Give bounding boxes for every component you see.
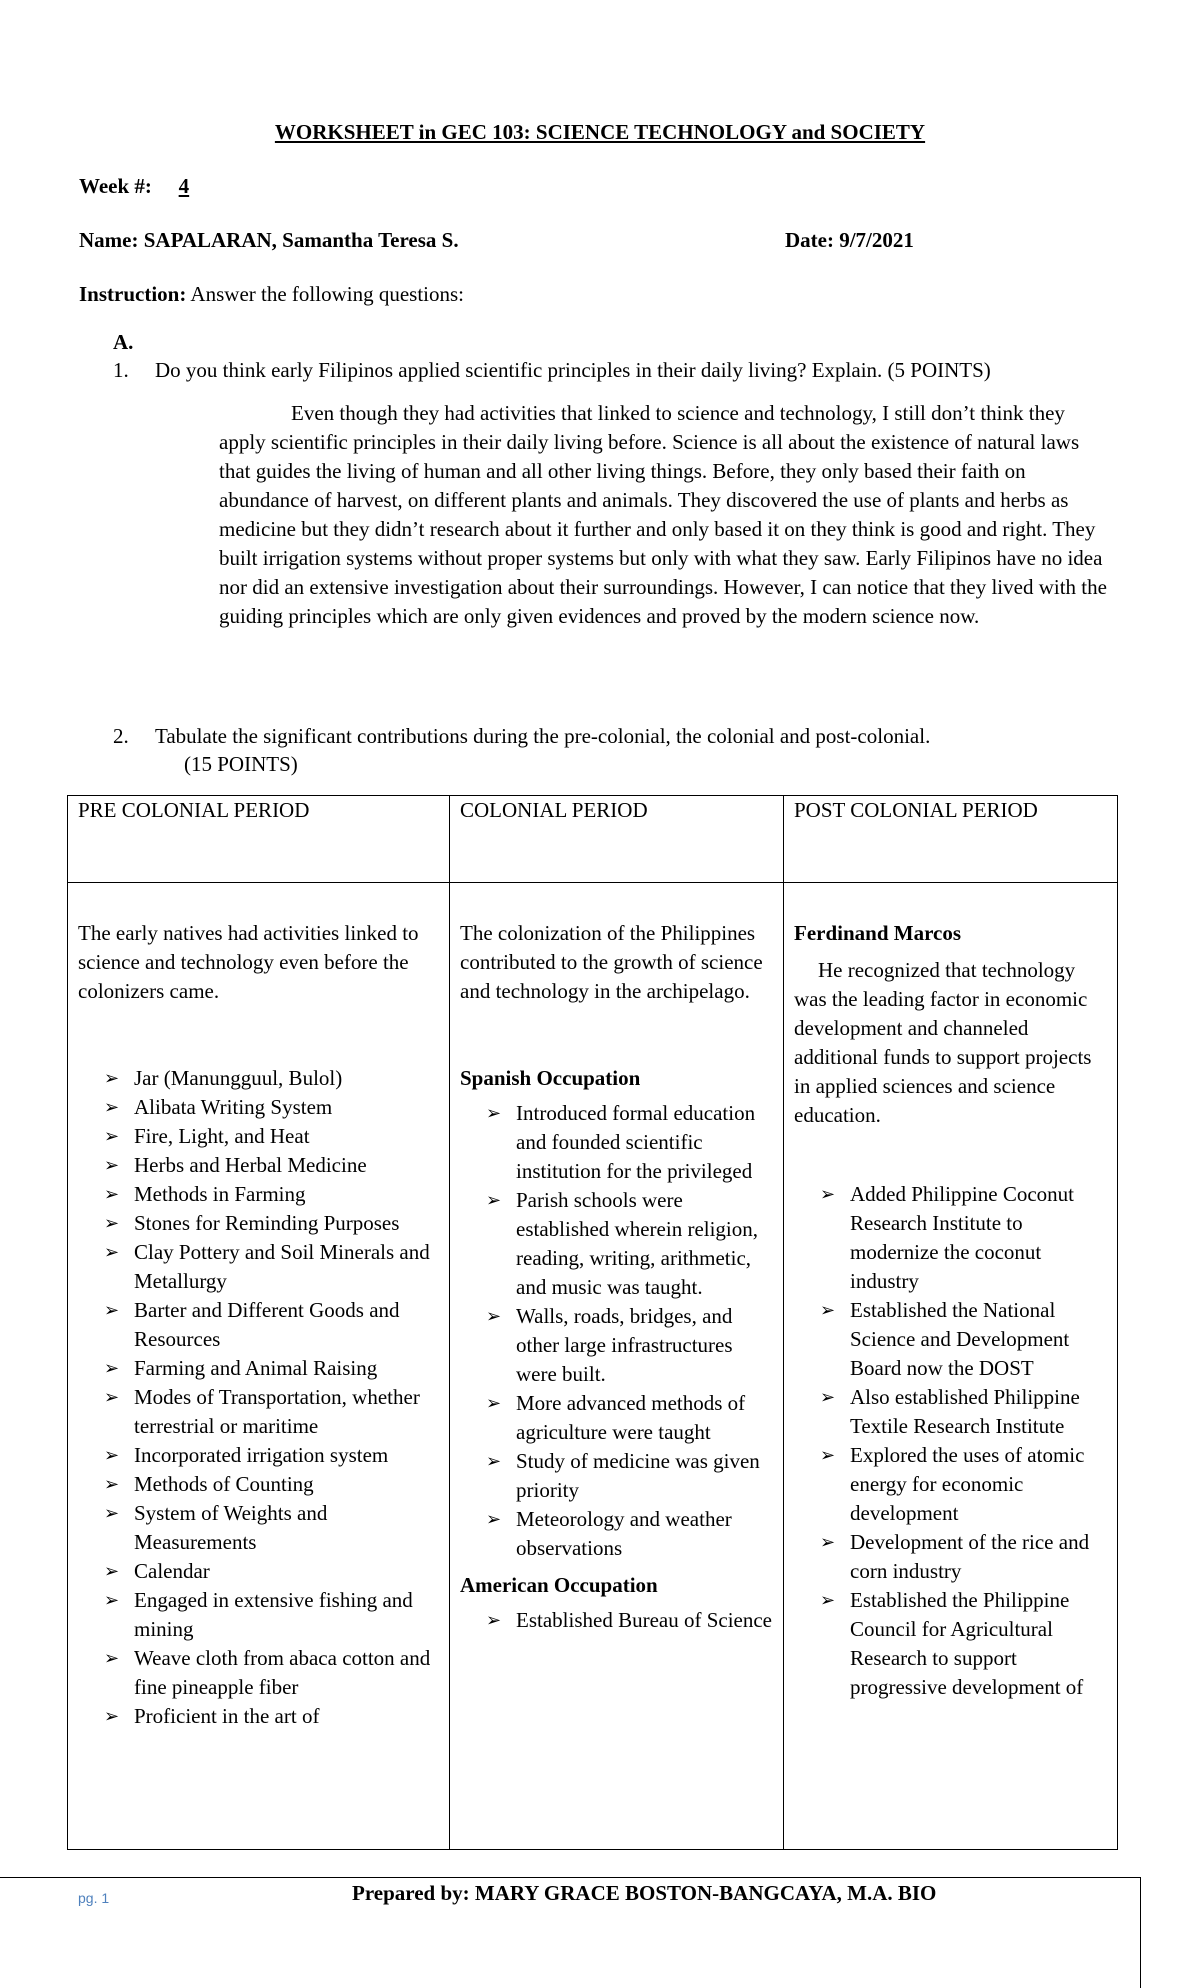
question-2-number: 2. [113,724,129,748]
list-item: ➢ Clay Pottery and Soil Minerals and Metallurgy [78,1238,439,1296]
question-1-number: 1. [113,358,129,382]
list-item: ➢ Added Philippine Coconut Research Institute to modernize the coconut industry [794,1180,1107,1296]
header-post-colonial: POST COLONIAL PERIOD [784,796,1118,883]
list-item: ➢ Methods in Farming [78,1180,439,1209]
question-2-text: Tabulate the significant contributions during the pre-colonial, the colonial and post-colonial. [155,724,931,748]
list-item: ➢ Meteorology and weather observations [460,1505,773,1563]
instruction-text: Answer the following questions: [186,282,464,306]
american-occupation-heading: American Occupation [460,1573,658,1597]
list-item: ➢ Weave cloth from abaca cotton and fine pineapple fiber [78,1644,439,1702]
pre-colonial-list [78,1064,439,1731]
list-item: ➢ Modes of Transportation, whether terrestrial or maritime [78,1383,439,1441]
list-item: ➢ More advanced methods of agriculture were taught [460,1389,773,1447]
question-1-text: Do you think early Filipinos applied scientific principles in their daily living? Explain. (5 POINTS) [155,358,991,382]
american-occupation-list [460,1606,773,1635]
spanish-occupation-list [460,1099,773,1563]
list-item: ➢ System of Weights and Measurements [78,1499,439,1557]
colonial-cell [450,883,784,1850]
list-item: ➢ Methods of Counting [78,1470,439,1499]
instruction-label: Instruction: [79,282,187,306]
colonial-intro: The colonization of the Philippines contributed to the growth of science and technology in the archipelago. [460,921,763,1003]
worksheet-title: WORKSHEET in GEC 103: SCIENCE TECHNOLOGY and SOCIETY [274,120,926,144]
student-name: Name: SAPALARAN, Samantha Teresa S. [79,228,459,252]
page-number: pg. 1 [78,1890,110,1906]
list-item: ➢ Established Bureau of Science [460,1606,773,1635]
post-colonial-list [794,1180,1107,1702]
list-item: ➢ Alibata Writing System [78,1093,439,1122]
list-item: ➢ Established the National Science and Development Board now the DOST [794,1296,1107,1383]
instruction-line [79,280,464,309]
list-item: ➢ Walls, roads, bridges, and other large infrastructures were built. [460,1302,773,1389]
list-item: ➢ Herbs and Herbal Medicine [78,1151,439,1180]
question-1-answer: Even though they had activities that linked to science and technology, I still don’t think they apply scientific principles in their daily living before. Science is all about the existence of natural laws that guides the living of human and all other living things. Before, they only based their faith on abundance of harvest, on different plants and animals. They discovered the use of plants and herbs as medicine but they didn’t research about it further and only based it on they think is good and right. They built irrigation systems without proper systems but only with what they saw. Early Filipinos have no idea nor did an extensive investigation about their surroundings. However, I can notice that they lived with the guiding principles which are only given evidences and proved by the modern science now. [219,401,1107,628]
question-2-points: (15 POINTS) [184,752,298,776]
list-item: ➢ Development of the rice and corn industry [794,1528,1107,1586]
contributions-table [67,795,1118,1850]
list-item: ➢ Stones for Reminding Purposes [78,1209,439,1238]
spanish-occupation-heading: Spanish Occupation [460,1066,641,1090]
list-item: ➢ Parish schools were established wherein religion, reading, writing, arithmetic, and music was taught. [460,1186,773,1302]
post-colonial-cell [784,883,1118,1850]
header-colonial: COLONIAL PERIOD [450,796,784,883]
list-item: ➢ Also established Philippine Textile Research Institute [794,1383,1107,1441]
list-item: ➢ Barter and Different Goods and Resources [78,1296,439,1354]
pre-colonial-cell [68,883,450,1850]
list-item: ➢ Incorporated irrigation system [78,1441,439,1470]
header-pre-colonial: PRE COLONIAL PERIOD [68,796,450,883]
table-body-row [68,883,1118,1850]
list-item: ➢ Jar (Manungguul, Bulol) [78,1064,439,1093]
list-item: ➢ Fire, Light, and Heat [78,1122,439,1151]
prepared-by: Prepared by: MARY GRACE BOSTON-BANGCAYA, M.A. BIO [352,1881,937,1905]
list-item: ➢ Engaged in extensive fishing and mining [78,1586,439,1644]
list-item: ➢ Explored the uses of atomic energy for economic development [794,1441,1107,1528]
table-header-row [68,796,1118,883]
list-item: ➢ Study of medicine was given priority [460,1447,773,1505]
date: Date: 9/7/2021 [785,228,914,252]
list-item: ➢ Established the Philippine Council for Agricultural Research to support progressive development of [794,1586,1107,1702]
post-colonial-heading: Ferdinand Marcos [794,921,962,945]
pre-colonial-intro: The early natives had activities linked to science and technology even before the colonizers came. [78,921,419,1003]
list-item: ➢ Farming and Animal Raising [78,1354,439,1383]
list-item: ➢ Introduced formal education and founded scientific institution for the privileged [460,1099,773,1186]
post-colonial-intro: He recognized that technology was the leading factor in economic development and channeled additional funds to support projects in applied sciences and science education. [794,958,1092,1127]
list-item: ➢ Proficient in the art of [78,1702,439,1731]
week-label: Week #: [79,174,152,198]
week-line [79,172,208,201]
week-value: 4 [178,174,190,198]
section-a-label: A. [113,330,134,354]
question-2 [113,722,1113,751]
question-1 [113,356,1113,385]
list-item: ➢ Calendar [78,1557,439,1586]
